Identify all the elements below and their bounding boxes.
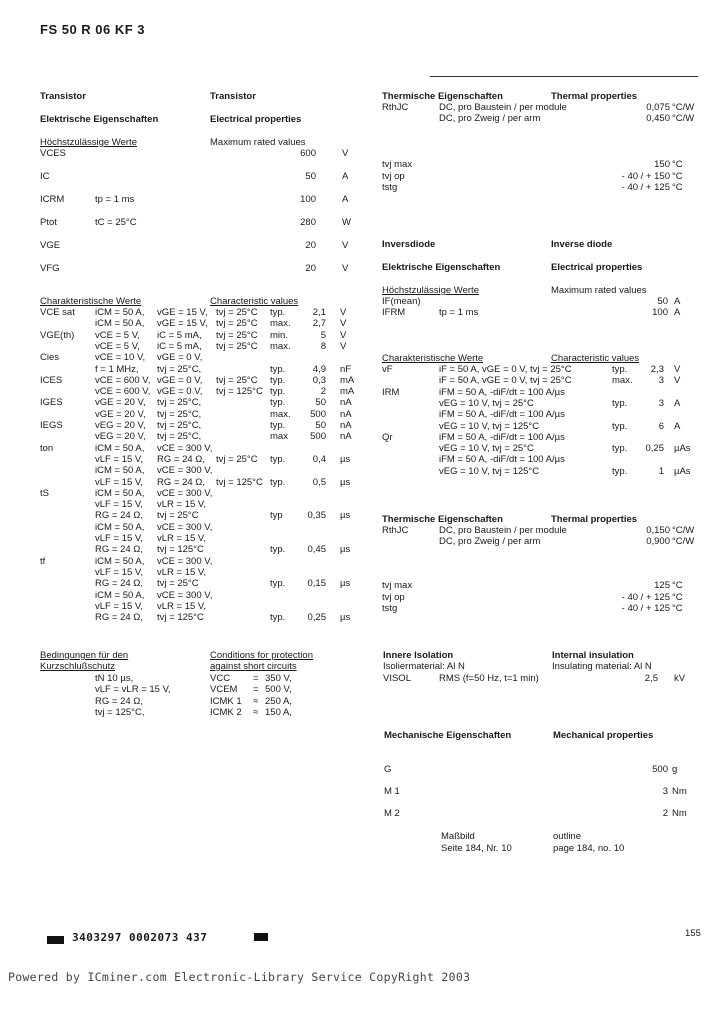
condition-left: RG = 24 Ω,	[95, 695, 144, 707]
char-unit: nA	[340, 420, 352, 431]
thermal-symbol: tvj max	[382, 159, 413, 170]
char-qualifier: typ.	[270, 578, 286, 590]
thermal-value: - 40 / + 125	[621, 592, 670, 603]
char-condition-1: vLF = 15 V,	[95, 476, 143, 488]
max-unit: A	[342, 171, 349, 182]
condition-value: 250 A,	[265, 695, 292, 707]
mechanical-symbol: M 1	[384, 786, 400, 797]
diode-char-condition: iFM = 50 A, -diF/dt = 100 A/µs	[439, 431, 565, 443]
thermal-symbol: tvj op	[382, 592, 405, 603]
char-value: 500	[310, 408, 326, 420]
char-condition-1: vLF = 15 V,	[95, 533, 143, 544]
max-symbol: ICRM	[40, 194, 65, 205]
char-qualifier: typ.	[270, 363, 286, 375]
thermal-value: 0,150	[646, 525, 670, 536]
thermal-value: 125	[654, 580, 670, 591]
char-condition-3: tvj = 25°C	[216, 307, 258, 318]
thermal2-heading-en: Thermal properties	[551, 514, 638, 525]
char-symbol: VGE(th)	[40, 329, 75, 341]
char-condition-1: vCE = 5 V,	[95, 329, 140, 341]
char-condition-1: vLF = 15 V,	[95, 566, 143, 578]
max-value: 50	[305, 171, 316, 182]
char-unit: µs	[340, 510, 351, 522]
mechanical-symbol: G	[384, 764, 392, 775]
condition-value: 150 A,	[265, 706, 292, 718]
diode-char-condition: vEG = 10 V, tvj = 25°C	[439, 397, 534, 409]
max-rated-heading-en: Maximum rated values	[210, 137, 306, 148]
char-condition-2: tvj = 125°C	[157, 544, 204, 556]
diode-char-symbol: vF	[382, 364, 393, 375]
visol-value: 2,5	[644, 673, 658, 684]
condition-symbol: ICMK 2	[210, 706, 242, 718]
char-condition-2: vLR = 15 V,	[157, 566, 207, 578]
diode-char-qualifier: typ.	[612, 420, 628, 432]
char-unit: V	[340, 340, 347, 352]
char-condition-1: RG = 24 Ω,	[95, 510, 144, 522]
max-symbol: IC	[40, 171, 50, 182]
char-unit: nA	[340, 408, 352, 420]
thermal-unit: °C/W	[672, 102, 695, 113]
page-number: 155	[685, 928, 701, 939]
char-condition-2: vCE = 300 V,	[157, 465, 213, 477]
diode-heading-en: Inverse diode	[551, 239, 613, 250]
max-value: 280	[300, 217, 316, 228]
electrical-heading-de: Elektrische Eigenschaften	[40, 114, 159, 125]
char-condition-2: vGE = 15 V,	[157, 318, 208, 330]
diode-char-qualifier: max.	[612, 375, 633, 387]
char-condition-1: iCM = 50 A,	[95, 521, 145, 533]
char-condition-2: tvj = 25°C,	[157, 397, 202, 409]
max-symbol: VCES	[40, 148, 66, 159]
char-qualifier: typ.	[270, 476, 286, 488]
thermal-unit: °C	[672, 171, 683, 182]
char-condition-1: vEG = 20 V,	[95, 420, 146, 431]
diode-char-condition: iFM = 50 A, -diF/dt = 100 A/µs	[439, 454, 565, 466]
thermal-unit: °C	[672, 182, 683, 193]
condition-value: 500 V,	[265, 684, 292, 696]
diode-char-qualifier: typ.	[612, 397, 628, 409]
char-unit: nF	[340, 363, 352, 375]
thermal-value: - 40 / + 125	[621, 603, 670, 614]
header-rule	[430, 76, 698, 77]
conditions-heading-de-2: Kurzschlußschutz	[40, 661, 115, 672]
char-symbol: ton	[40, 442, 54, 454]
mechanical-unit: Nm	[672, 808, 687, 819]
diode-char-unit: V	[674, 364, 681, 375]
diode-char-condition: iF = 50 A, vGE = 0 V, tvj = 25°C	[439, 375, 572, 387]
thermal1-heading-en: Thermal properties	[551, 91, 638, 102]
diode-max-heading-de: Höchstzulässige Werte	[382, 285, 479, 296]
max-symbol: VGE	[40, 240, 61, 251]
char-unit: µs	[340, 476, 351, 488]
insulation-material-en: Insulating material: Al N	[552, 661, 652, 672]
diode-char-qualifier: typ.	[612, 443, 628, 455]
diode-char-symbol: Qr	[382, 431, 393, 443]
char-condition-1: iCM = 50 A,	[95, 589, 145, 601]
thermal-value: 0,075	[646, 102, 670, 113]
diode-char-symbol: IRM	[382, 386, 400, 398]
thermal-symbol: tstg	[382, 182, 398, 193]
diode-electrical-heading-de: Elektrische Eigenschaften	[382, 262, 501, 273]
diode-char-qualifier: typ.	[612, 465, 628, 477]
thermal-value: 0,900	[646, 536, 670, 547]
thermal-unit: °C	[672, 592, 683, 603]
max-unit: V	[342, 263, 349, 274]
electrical-heading-en: Electrical properties	[210, 114, 302, 125]
char-value: 2	[320, 386, 326, 398]
char-value: 0,25	[307, 612, 326, 624]
diode-char-value: 3	[658, 375, 664, 387]
char-unit: µs	[340, 612, 351, 624]
condition-left: vLF = vLR = 15 V,	[95, 684, 171, 696]
visol-condition: RMS (f=50 Hz, t=1 min)	[439, 673, 539, 684]
diode-char-value: 6	[658, 420, 664, 432]
char-value: 50	[315, 420, 326, 431]
char-qualifier: typ.	[270, 420, 286, 431]
diode-char-heading-de: Charakteristische Werte	[382, 353, 484, 364]
char-unit: µs	[340, 544, 351, 556]
char-value: 8	[320, 340, 326, 352]
char-condition-2: RG = 24 Ω,	[157, 453, 206, 465]
char-condition-3: tvj = 25°C	[216, 318, 258, 330]
diode-char-value: 2,3	[650, 364, 664, 375]
char-condition-2: RG = 24 Ω,	[157, 476, 206, 488]
mechanical-value: 3	[662, 786, 668, 797]
conditions-heading-en-1: Conditions for protection	[210, 650, 313, 661]
max-unit: W	[342, 217, 351, 228]
char-condition-1: vEG = 20 V,	[95, 431, 146, 443]
char-condition-3: tvj = 25°C	[216, 340, 258, 352]
transistor-heading-en: Transistor	[210, 91, 256, 102]
condition-operator: ≈	[253, 706, 259, 718]
char-condition-2: vCE = 300 V,	[157, 487, 213, 499]
char-condition-1: iCM = 50 A,	[95, 487, 145, 499]
condition-operator: =	[253, 673, 259, 684]
char-symbol: Cies	[40, 352, 60, 364]
char-value: 5	[320, 329, 326, 341]
thermal2-heading-de: Thermische Eigenschaften	[382, 514, 503, 525]
diode-max-value: 100	[652, 307, 668, 319]
char-value: 2,7	[312, 318, 326, 330]
max-value: 20	[305, 263, 316, 274]
max-unit: V	[342, 240, 349, 251]
char-symbol: tS	[40, 487, 49, 499]
part-title: FS 50 R 06 KF 3	[40, 22, 146, 37]
char-condition-2: vLR = 15 V,	[157, 600, 207, 612]
char-condition-1: vCE = 10 V,	[95, 352, 146, 364]
char-condition-1: RG = 24 Ω,	[95, 612, 144, 624]
char-symbol: ICES	[40, 374, 63, 386]
outline-ref-en: page 184, no. 10	[553, 843, 625, 854]
mechanical-value: 2	[662, 808, 668, 819]
thermal-unit: °C	[672, 159, 683, 170]
char-condition-2: tvj = 25°C	[157, 578, 199, 590]
diode-max-heading-en: Maximum rated values	[551, 285, 647, 296]
thermal-symbol: RthJC	[382, 102, 409, 113]
mechanical-heading-de: Mechanische Eigenschaften	[384, 730, 512, 741]
char-symbol: tf	[40, 555, 46, 567]
diode-max-symbol: IFRM	[382, 307, 406, 319]
diode-char-value: 0,25	[645, 443, 664, 455]
barcode-number: 3403297 0002073 437	[72, 931, 208, 944]
char-value: 0,4	[312, 453, 326, 465]
insulation-material-de: Isoliermaterial: Al N	[383, 661, 465, 672]
char-symbol: VCE sat	[40, 307, 75, 318]
barcode-block-right	[254, 933, 268, 941]
thermal-description: DC, pro Baustein / per module	[439, 525, 567, 536]
diode-heading-de: Inversdiode	[382, 239, 436, 250]
char-condition-2: vLR = 15 V,	[157, 533, 207, 544]
char-condition-2: iC = 5 mA,	[157, 340, 202, 352]
max-condition: tp = 1 ms	[95, 194, 135, 205]
condition-left: tvj = 125°C,	[95, 706, 145, 718]
diode-char-condition: vEG = 10 V, tvj = 125°C	[439, 420, 540, 432]
footer-copyright: Powered by ICminer.com Electronic-Library Service CopyRight 2003	[8, 970, 471, 984]
char-qualifier: typ.	[270, 374, 286, 386]
char-condition-1: iCM = 50 A,	[95, 318, 145, 330]
char-unit: mA	[340, 374, 355, 386]
char-qualifier: typ.	[270, 612, 286, 624]
diode-char-condition: iFM = 50 A, -diF/dt = 100 A/µs	[439, 386, 565, 398]
char-value: 0,45	[307, 544, 326, 556]
diode-char-unit: µAs	[674, 443, 691, 455]
char-condition-1: vCE = 5 V,	[95, 340, 140, 352]
char-unit: V	[340, 329, 347, 341]
conditions-heading-de-1: Bedingungen für den	[40, 650, 129, 661]
char-qualifier: typ	[270, 510, 283, 522]
char-qualifier: typ.	[270, 453, 286, 465]
char-condition-2: vCE = 300 V,	[157, 555, 213, 567]
condition-left: tN 10 µs,	[95, 673, 134, 684]
char-qualifier: typ.	[270, 307, 286, 318]
condition-value: 350 V,	[265, 673, 292, 684]
char-condition-2: tvj = 125°C	[157, 612, 204, 624]
char-unit: mA	[340, 386, 355, 398]
thermal-value: - 40 / + 125	[621, 182, 670, 193]
thermal-description: DC, pro Zweig / per arm	[439, 113, 541, 124]
char-condition-1: vGE = 20 V,	[95, 397, 146, 409]
max-symbol: VFG	[40, 263, 60, 274]
outline-label-de: Maßbild	[441, 831, 475, 842]
char-condition-2: tvj = 25°C,	[157, 431, 202, 443]
char-qualifier: typ.	[270, 544, 286, 556]
char-condition-2: vGE = 0 V,	[157, 374, 203, 386]
thermal1-heading-de: Thermische Eigenschaften	[382, 91, 503, 102]
char-condition-2: vLR = 15 V,	[157, 499, 207, 511]
char-heading-de: Charakteristische Werte	[40, 296, 142, 307]
thermal-symbol: tvj op	[382, 171, 405, 182]
char-qualifier: max.	[270, 318, 291, 330]
char-condition-2: vGE = 0 V,	[157, 386, 203, 398]
condition-operator: =	[253, 684, 259, 696]
char-condition-2: tvj = 25°C	[157, 510, 199, 522]
char-condition-2: vCE = 300 V,	[157, 442, 213, 454]
diode-max-unit: A	[674, 296, 681, 307]
thermal-description: DC, pro Zweig / per arm	[439, 536, 541, 547]
max-unit: V	[342, 148, 349, 159]
insulation-heading-de: Innere Isolation	[383, 650, 454, 661]
char-unit: µs	[340, 453, 351, 465]
char-value: 0,35	[307, 510, 326, 522]
diode-char-heading-en: Characteristic values	[551, 353, 640, 364]
char-qualifier: typ.	[270, 397, 286, 409]
char-condition-1: iCM = 50 A,	[95, 442, 145, 454]
diode-char-unit: A	[674, 397, 681, 409]
char-condition-2: vCE = 300 V,	[157, 589, 213, 601]
char-condition-1: vCE = 600 V,	[95, 374, 151, 386]
mechanical-heading-en: Mechanical properties	[553, 730, 654, 741]
char-qualifier: max.	[270, 340, 291, 352]
max-symbol: Ptot	[40, 217, 57, 228]
diode-char-value: 3	[658, 397, 664, 409]
condition-symbol: ICMK 1	[210, 695, 242, 707]
condition-symbol: VCEM	[210, 684, 238, 696]
max-unit: A	[342, 194, 349, 205]
char-condition-1: vLF = 15 V,	[95, 600, 143, 612]
diode-max-condition: tp = 1 ms	[439, 307, 479, 319]
char-symbol: IEGS	[40, 420, 63, 431]
char-condition-2: vGE = 0 V,	[157, 352, 203, 364]
max-value: 20	[305, 240, 316, 251]
char-condition-2: tvj = 25°C,	[157, 408, 202, 420]
thermal-symbol: RthJC	[382, 525, 409, 536]
max-value: 600	[300, 148, 316, 159]
condition-operator: ≈	[253, 695, 259, 707]
char-condition-3: tvj = 25°C	[216, 374, 258, 386]
diode-char-unit: A	[674, 420, 681, 432]
thermal-value: - 40 / + 150	[621, 171, 670, 182]
char-value: 50	[315, 397, 326, 409]
char-condition-1: RG = 24 Ω,	[95, 578, 144, 590]
mechanical-unit: Nm	[672, 786, 687, 797]
diode-char-unit: V	[674, 375, 681, 387]
char-value: 500	[310, 431, 326, 443]
condition-symbol: VCC	[210, 673, 231, 684]
char-condition-2: iC = 5 mA,	[157, 329, 202, 341]
outline-ref-de: Seite 184, Nr. 10	[441, 843, 512, 854]
mechanical-symbol: M 2	[384, 808, 400, 819]
thermal-value: 0,450	[646, 113, 670, 124]
char-value: 0,5	[312, 476, 326, 488]
diode-char-condition: iF = 50 A, vGE = 0 V, tvj = 25°C	[439, 364, 572, 375]
outline-label-en: outline	[553, 831, 581, 842]
max-rated-heading-de: Höchstzulässige Werte	[40, 137, 137, 148]
diode-max-value: 50	[657, 296, 668, 307]
visol-symbol: VISOL	[383, 673, 411, 684]
visol-unit: kV	[674, 673, 686, 684]
thermal-unit: °C	[672, 603, 683, 614]
diode-electrical-heading-en: Electrical properties	[551, 262, 643, 273]
char-condition-2: vCE = 300 V,	[157, 521, 213, 533]
thermal-symbol: tstg	[382, 603, 398, 614]
char-condition-3: tvj = 25°C	[216, 329, 258, 341]
thermal-symbol: tvj max	[382, 580, 413, 591]
char-qualifier: typ.	[270, 386, 286, 398]
thermal-unit: °C	[672, 580, 683, 591]
max-condition: tC = 25°C	[95, 217, 137, 228]
diode-max-symbol: IF(mean)	[382, 296, 421, 307]
char-unit: nA	[340, 431, 352, 443]
max-value: 100	[300, 194, 316, 205]
char-symbol: IGES	[40, 397, 63, 409]
char-qualifier: max.	[270, 408, 291, 420]
char-condition-1: iCM = 50 A,	[95, 307, 145, 318]
char-unit: nA	[340, 397, 352, 409]
char-qualifier: max	[270, 431, 288, 443]
char-qualifier: min.	[270, 329, 288, 341]
char-condition-3: tvj = 25°C	[216, 453, 258, 465]
diode-char-value: 1	[658, 465, 664, 477]
thermal-description: DC, pro Baustein / per module	[439, 102, 567, 113]
char-condition-3: tvj = 125°C	[216, 386, 263, 398]
char-unit: V	[340, 307, 347, 318]
char-unit: µs	[340, 578, 351, 590]
char-condition-1: vGE = 20 V,	[95, 408, 146, 420]
char-condition-1: RG = 24 Ω,	[95, 544, 144, 556]
char-value: 4,9	[312, 363, 326, 375]
diode-char-condition: iFM = 50 A, -diF/dt = 100 A/µs	[439, 409, 565, 421]
conditions-heading-en-2: against short circuits	[210, 661, 297, 672]
char-condition-2: tvj = 25°C,	[157, 420, 202, 431]
char-condition-1: vLF = 15 V,	[95, 499, 143, 511]
diode-char-unit: µAs	[674, 465, 691, 477]
diode-char-condition: vEG = 10 V, tvj = 25°C	[439, 443, 534, 455]
char-value: 0,15	[307, 578, 326, 590]
barcode-block-left	[47, 936, 64, 944]
diode-max-unit: A	[674, 307, 681, 319]
char-condition-2: tvj = 25°C,	[157, 363, 202, 375]
char-condition-1: iCM = 50 A,	[95, 555, 145, 567]
insulation-heading-en: Internal insulation	[552, 650, 634, 661]
thermal-value: 150	[654, 159, 670, 170]
mechanical-value: 500	[652, 764, 668, 775]
diode-char-condition: vEG = 10 V, tvj = 125°C	[439, 465, 540, 477]
char-value: 2,1	[312, 307, 326, 318]
mechanical-unit: g	[672, 764, 678, 775]
char-value: 0,3	[312, 374, 326, 386]
char-condition-1: vLF = 15 V,	[95, 453, 143, 465]
char-condition-1: vCE = 600 V,	[95, 386, 151, 398]
thermal-unit: °C/W	[672, 525, 695, 536]
char-condition-3: tvj = 125°C	[216, 476, 263, 488]
char-condition-1: iCM = 50 A,	[95, 465, 145, 477]
diode-char-qualifier: typ.	[612, 364, 628, 375]
thermal-unit: °C/W	[672, 536, 695, 547]
thermal-unit: °C/W	[672, 113, 695, 124]
transistor-heading-de: Transistor	[40, 91, 86, 102]
char-heading-en: Characteristic values	[210, 296, 299, 307]
char-condition-1: f = 1 MHz,	[95, 363, 139, 375]
char-condition-2: vGE = 15 V,	[157, 307, 208, 318]
char-unit: V	[340, 318, 347, 330]
